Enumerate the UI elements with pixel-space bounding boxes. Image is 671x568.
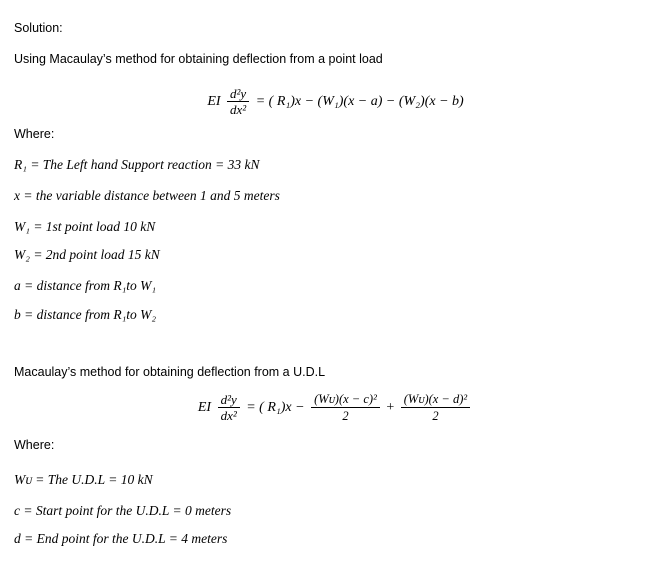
equation-udl-fraction bbox=[218, 392, 240, 424]
equation-udl-rhs-start: = ( R₁)x − bbox=[246, 400, 305, 415]
intro-udl-text: Macaulay’s method for obtaining deflection from a U.D.L bbox=[14, 365, 326, 379]
definition-x: x = the variable distance between 1 and 5 meters bbox=[14, 188, 280, 203]
equation-point-load bbox=[0, 86, 671, 118]
definition-d: d = End point for the U.D.L = 4 meters bbox=[14, 531, 228, 546]
equation-point-load-prefix: EI bbox=[207, 94, 221, 109]
equation-point-load-fraction-denominator: dx² bbox=[227, 101, 249, 118]
equation-point-load-fraction-numerator: d²y bbox=[230, 86, 247, 101]
equation-point-load-rhs: = ( R₁)x − (W₁)(x − a) − (W₂)(x − b) bbox=[255, 94, 464, 109]
equation-udl-term2 bbox=[401, 392, 470, 424]
definition-c: c = Start point for the U.D.L = 0 meters bbox=[14, 503, 232, 518]
solution-heading: Solution: bbox=[14, 21, 63, 35]
definition-wu: Wᴜ = The U.D.L = 10 kN bbox=[14, 472, 153, 487]
equation-udl-term2-denominator: 2 bbox=[401, 407, 470, 424]
intro-point-load-text: Using Macaulay’s method for obtaining deflection from a point load bbox=[14, 52, 383, 66]
definition-w2: W₂ = 2nd point load 15 kN bbox=[14, 247, 160, 262]
definition-r1: R₁ = The Left hand Support reaction = 33 kN bbox=[14, 157, 260, 172]
equation-udl-term2-numerator: (Wᴜ)(x − d)² bbox=[403, 392, 468, 406]
definition-a: a = distance from R₁to W₁ bbox=[14, 278, 157, 293]
definition-w1: W₁ = 1st point load 10 kN bbox=[14, 219, 156, 234]
equation-udl-fraction-denominator: dx² bbox=[218, 407, 240, 424]
equation-udl-term1-denominator: 2 bbox=[311, 407, 380, 424]
equation-point-load-fraction bbox=[227, 86, 249, 118]
where-label-2: Where: bbox=[14, 438, 55, 452]
equation-udl-fraction-numerator: d²y bbox=[220, 392, 237, 407]
equation-udl-operator: + bbox=[386, 400, 395, 415]
equation-udl-prefix: EI bbox=[197, 400, 212, 415]
equation-udl-term1 bbox=[311, 392, 380, 424]
definition-b: b = distance from R₁to W₂ bbox=[14, 307, 157, 322]
where-label-1: Where: bbox=[14, 127, 55, 141]
equation-udl bbox=[0, 392, 671, 424]
equation-udl-term1-numerator: (Wᴜ)(x − c)² bbox=[314, 392, 377, 406]
